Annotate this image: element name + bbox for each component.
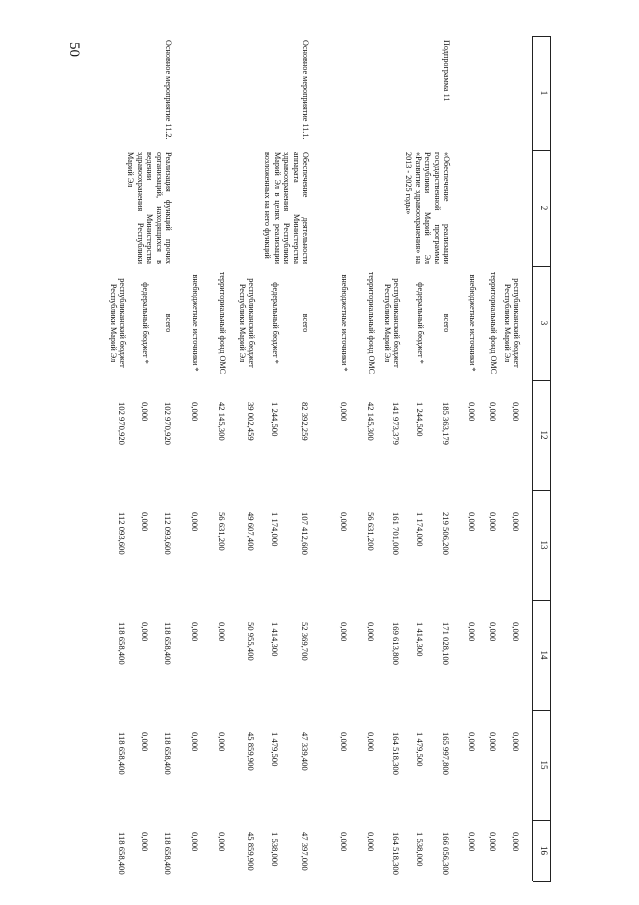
- amount-cell: 0,000: [467, 622, 477, 642]
- amount-cell: 0,000: [366, 732, 376, 752]
- amount-cell: 47 339,400: [300, 732, 310, 771]
- header-column-divider: [533, 881, 551, 882]
- amount-cell: 171 028,100: [441, 622, 451, 665]
- amount-cell: 0,000: [140, 512, 150, 532]
- funding-source: всего: [164, 313, 173, 333]
- amount-cell: 0,000: [511, 832, 521, 852]
- amount-cell: 0,000: [511, 512, 521, 532]
- amount-cell: 42 145,300: [217, 402, 227, 441]
- amount-cell: 219 506,200: [441, 512, 451, 555]
- amount-cell: 52 369,700: [300, 622, 310, 661]
- column-header: 13: [539, 540, 549, 550]
- amount-cell: 161 701,000: [391, 512, 401, 555]
- amount-cell: 0,000: [467, 402, 477, 422]
- amount-cell: 1 414,300: [415, 622, 425, 657]
- funding-source: всего: [442, 313, 451, 333]
- funding-source: республиканский бюджет Республики Марий Эл: [237, 278, 256, 368]
- amount-cell: 0,000: [511, 402, 521, 422]
- amount-cell: 0,000: [190, 512, 200, 532]
- amount-cell: 45 859,900: [246, 732, 256, 771]
- amount-cell: 0,000: [190, 832, 200, 852]
- amount-cell: 0,000: [511, 622, 521, 642]
- funding-source: федеральный бюджет *: [416, 282, 425, 364]
- amount-cell: 0,000: [366, 832, 376, 852]
- amount-cell: 49 607,400: [246, 512, 256, 551]
- amount-cell: 1 538,000: [270, 832, 280, 867]
- amount-cell: 0,000: [488, 622, 498, 642]
- amount-cell: 118 658,400: [117, 622, 127, 665]
- amount-cell: 1 479,500: [415, 732, 425, 767]
- funding-source: республиканский бюджет Республики Марий Эл: [108, 278, 127, 368]
- column-header: 2: [539, 205, 549, 211]
- amount-cell: 0,000: [339, 732, 349, 752]
- page-number: 50: [66, 42, 82, 57]
- amount-cell: 0,000: [217, 622, 227, 642]
- amount-cell: 166 056,300: [441, 832, 451, 875]
- amount-cell: 0,000: [467, 512, 477, 532]
- amount-cell: 56 631,200: [366, 512, 376, 551]
- amount-cell: 0,000: [339, 832, 349, 852]
- amount-cell: 1 244,500: [415, 402, 425, 437]
- amount-cell: 0,000: [217, 832, 227, 852]
- funding-source: внебюджетные источники *: [468, 274, 477, 372]
- amount-cell: 164 518,300: [391, 832, 401, 875]
- amount-cell: 0,000: [488, 732, 498, 752]
- funding-source: республиканский бюджет Республики Марий Эл: [382, 278, 401, 368]
- column-header: 15: [539, 760, 549, 770]
- amount-cell: 118 658,400: [117, 732, 127, 775]
- amount-cell: 118 658,400: [163, 732, 173, 775]
- amount-cell: 0,000: [488, 512, 498, 532]
- program-description: «Обеспечение реализации государственной программы Республики Марий Эл «Развитие здравоохранения» на 2013 - 2025 годы»: [404, 152, 451, 264]
- amount-cell: 45 859,900: [246, 832, 256, 871]
- funding-source: внебюджетные источники *: [191, 274, 200, 372]
- funding-source: всего: [301, 313, 310, 333]
- funding-source: федеральный бюджет *: [271, 282, 280, 364]
- header-bottom-border: [532, 36, 533, 881]
- amount-cell: 42 145,300: [366, 402, 376, 441]
- amount-cell: 118 658,400: [163, 832, 173, 875]
- amount-cell: 112 093,600: [163, 512, 173, 555]
- program-name: Основное мероприятие 11.1.: [301, 40, 310, 140]
- amount-cell: 0,000: [488, 832, 498, 852]
- funding-source: внебюджетные источники *: [340, 274, 349, 372]
- column-header: 12: [539, 430, 549, 440]
- amount-cell: 1 174,000: [270, 512, 280, 547]
- amount-cell: 0,000: [339, 512, 349, 532]
- amount-cell: 0,000: [467, 832, 477, 852]
- amount-cell: 0,000: [190, 622, 200, 642]
- budget-table: [108, 36, 551, 881]
- amount-cell: 112 093,600: [117, 512, 127, 555]
- amount-cell: 82 392,259: [300, 402, 310, 441]
- amount-cell: 165 997,800: [441, 732, 451, 775]
- amount-cell: 0,000: [140, 732, 150, 752]
- amount-cell: 39 002,459: [246, 402, 256, 441]
- amount-cell: 102 970,920: [117, 402, 127, 445]
- amount-cell: 47 397,000: [300, 832, 310, 871]
- amount-cell: 0,000: [190, 402, 200, 422]
- program-name: Основное мероприятие 11.2.: [164, 40, 173, 140]
- amount-cell: 185 363,179: [441, 402, 451, 445]
- column-header: 14: [539, 650, 549, 660]
- funding-source: территориальный фонд ОМС: [367, 271, 376, 375]
- program-name: Подпрограмма 11: [442, 40, 451, 102]
- amount-cell: 164 518,300: [391, 732, 401, 775]
- amount-cell: 1 414,300: [270, 622, 280, 657]
- amount-cell: 1 244,500: [270, 402, 280, 437]
- amount-cell: 0,000: [140, 402, 150, 422]
- amount-cell: 0,000: [488, 402, 498, 422]
- column-header: 1: [539, 90, 549, 96]
- amount-cell: 0,000: [467, 732, 477, 752]
- program-description: Реализация функций прочих организаций, находящихся в ведении Министерства здравоохранения Республики Марий Эл: [126, 152, 173, 264]
- amount-cell: 56 631,200: [217, 512, 227, 551]
- amount-cell: 0,000: [140, 832, 150, 852]
- amount-cell: 118 658,400: [117, 832, 127, 875]
- funding-source: федеральный бюджет *: [141, 282, 150, 364]
- amount-cell: 0,000: [217, 732, 227, 752]
- amount-cell: 0,000: [366, 622, 376, 642]
- amount-cell: 118 658,400: [163, 622, 173, 665]
- amount-cell: 1 479,500: [270, 732, 280, 767]
- program-description: Обеспечение деятельности аппарата Министерства здравоохранения Республики Марий Эл в целях реализации возложенных на него функций: [263, 152, 310, 264]
- amount-cell: 0,000: [339, 622, 349, 642]
- funding-source: территориальный фонд ОМС: [218, 271, 227, 375]
- column-header: 16: [539, 846, 549, 855]
- funding-source: республиканский бюджет Республики Марий Эл: [502, 278, 521, 368]
- amount-cell: 102 970,920: [163, 402, 173, 445]
- amount-cell: 0,000: [190, 732, 200, 752]
- amount-cell: 169 613,800: [391, 622, 401, 665]
- funding-source: территориальный фонд ОМС: [489, 271, 498, 375]
- amount-cell: 141 973,379: [391, 402, 401, 445]
- amount-cell: 50 955,400: [246, 622, 256, 661]
- table-grid: [111, 36, 551, 881]
- amount-cell: 0,000: [140, 622, 150, 642]
- column-header: 3: [539, 320, 549, 326]
- table-top-border: [550, 36, 551, 881]
- amount-cell: 0,000: [511, 732, 521, 752]
- amount-cell: 107 412,600: [300, 512, 310, 555]
- amount-cell: 0,000: [339, 402, 349, 422]
- amount-cell: 1 538,000: [415, 832, 425, 867]
- amount-cell: 1 174,000: [415, 512, 425, 547]
